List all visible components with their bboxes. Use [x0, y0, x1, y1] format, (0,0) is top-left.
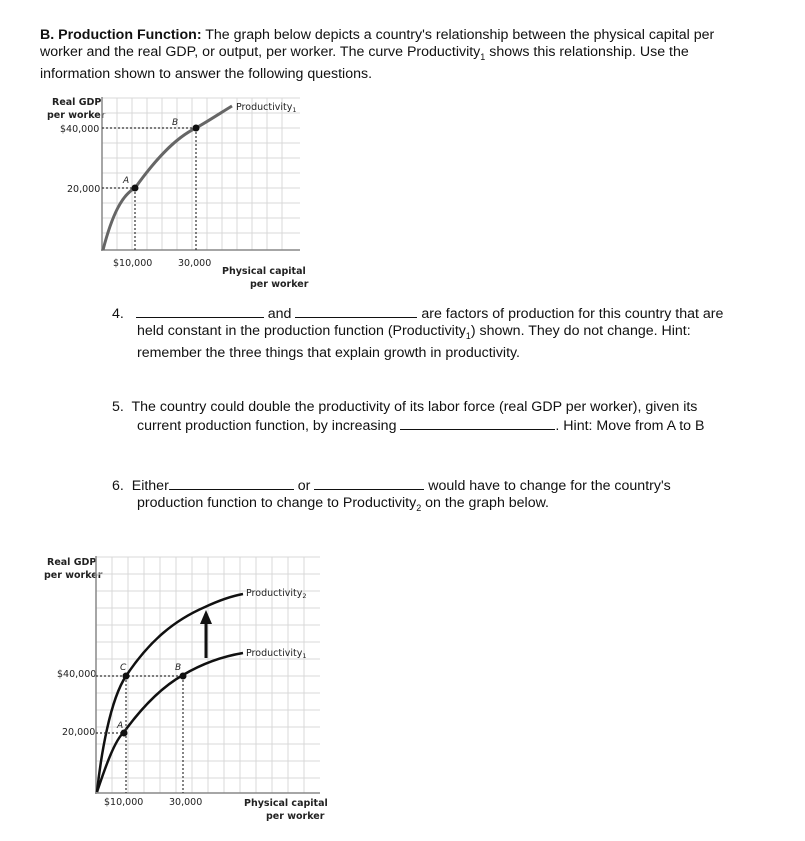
g2-shift-arrow-icon [200, 610, 212, 624]
g1-point-a-label: A [123, 176, 130, 186]
g2-guide-lines [96, 676, 183, 793]
g2-curve-1-label: Productivity$_1$ [246, 648, 307, 660]
g2-plot [0, 540, 805, 840]
q6-number: 6. [112, 478, 124, 494]
g2-point-b [180, 673, 187, 680]
q4-line-1: are factors of production for this country that are [421, 306, 724, 322]
g1-x-title-2: per worker [250, 279, 309, 290]
g1-guide-lines [102, 128, 196, 250]
g2-y-tick-20000: 20,000 [62, 727, 96, 738]
q6-either: Either [131, 478, 169, 494]
g1-curve-label: Productivity$_1$ [236, 102, 297, 114]
q4-blank-2[interactable] [295, 304, 417, 318]
q6-or: or [297, 478, 311, 494]
g1-point-b-label: B [172, 118, 179, 128]
g2-point-a-label: A [117, 721, 124, 731]
q5-blank[interactable] [400, 416, 555, 430]
q5-hint: . Hint: Move from A to B [555, 418, 705, 434]
q4-blank-1[interactable] [136, 304, 264, 318]
q4-sub: 1 [465, 330, 471, 341]
g2-point-b-label: B [175, 663, 182, 673]
q5-line-2: current production function, by increasing [137, 418, 397, 434]
g2-y-tick-40000: $40,000 [57, 669, 97, 680]
intro-line-2: worker and the real GDP, or output, per worker. The curve Productivity [40, 44, 481, 60]
g1-y-title-1: Real GDP [52, 97, 102, 108]
question-5 [112, 399, 772, 435]
g2-x-tick-10000: $10,000 [104, 797, 144, 808]
q4-number: 4. [112, 306, 124, 322]
section-heading: B. Production Function: [40, 27, 202, 43]
q6-line-1: would have to change for the country's [428, 478, 671, 494]
g1-point-b [193, 125, 200, 132]
q5-line-1: The country could double the productivity of its labor force (real GDP per worker), given its [131, 399, 698, 415]
question-6 [112, 476, 772, 517]
g2-y-title-2: per worker [44, 570, 103, 581]
g2-point-c [123, 673, 130, 680]
q4-line-3: remember the three things that explain growth in productivity. [137, 344, 520, 361]
g1-x-title-1: Physical capital [222, 266, 306, 277]
g2-curve-2-label: Productivity$_2$ [246, 588, 307, 600]
intro-sub: 1 [480, 51, 486, 62]
q6-line-2: production function to change to Productivity [137, 495, 417, 511]
q5-number: 5. [112, 399, 124, 415]
g1-y-title-2: per worker [47, 110, 106, 121]
q4-and: and [267, 306, 292, 322]
g1-point-a [132, 185, 139, 192]
q6-sub: 2 [416, 502, 422, 513]
q6-blank-2[interactable] [314, 476, 424, 490]
intro-line-1: The graph below depicts a country's relationship between the physical capital per [205, 27, 715, 43]
intro-line-3: information shown to answer the following questions. [40, 65, 373, 82]
question-4 [112, 304, 752, 362]
g1-y-tick-40000: $40,000 [60, 124, 100, 135]
g1-grid [102, 98, 300, 250]
g1-x-tick-10000: $10,000 [113, 258, 153, 269]
g2-point-c-label: C [120, 663, 127, 673]
intro-line-2b: shows this relationship. Use the [485, 44, 689, 60]
g1-plot [0, 0, 805, 300]
q4-line-2b: ) shown. They do not change. Hint: [470, 323, 691, 339]
g2-x-title-2: per worker [266, 811, 325, 822]
g1-y-tick-20000: 20,000 [67, 184, 101, 195]
g1-x-tick-30000: 30,000 [178, 258, 212, 269]
g2-y-title-1: Real GDP [47, 557, 97, 568]
q6-blank-1[interactable] [169, 476, 294, 490]
g2-x-tick-30000: 30,000 [169, 797, 203, 808]
g2-x-title-1: Physical capital [244, 798, 328, 809]
q6-line-2b: on the graph below. [421, 495, 550, 511]
q4-line-2: held constant in the production function (Productivity [137, 323, 466, 339]
